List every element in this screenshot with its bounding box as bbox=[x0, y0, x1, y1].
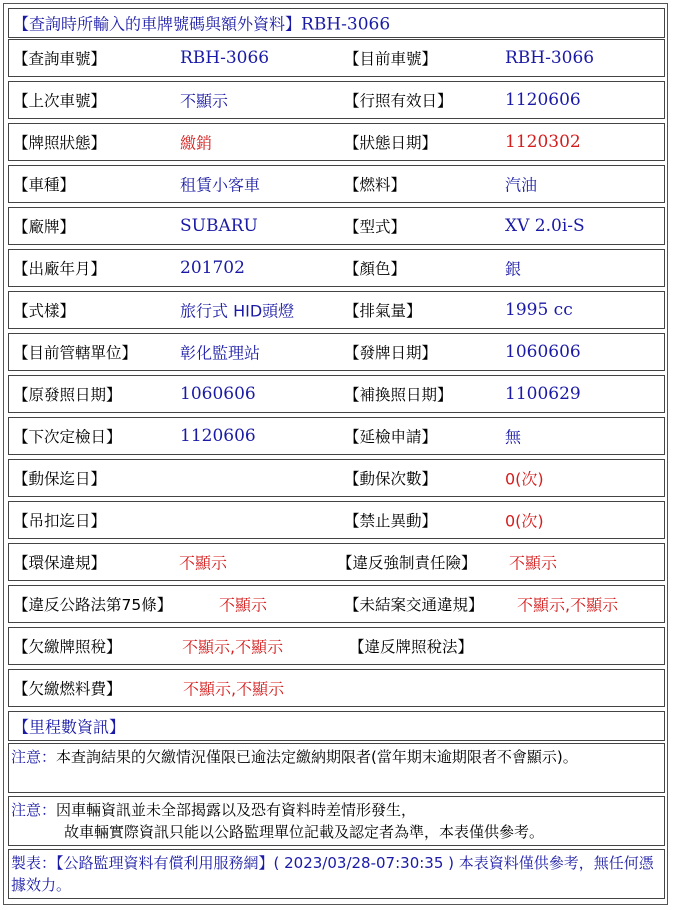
note-producer bbox=[8, 849, 665, 899]
field-label: 【欠繳燃料費】 bbox=[13, 680, 122, 698]
query-header-title bbox=[13, 12, 390, 35]
info-row bbox=[8, 81, 665, 119]
info-row bbox=[8, 333, 665, 371]
field-label: 【顏色】 bbox=[344, 260, 407, 278]
header-title-text: 【查詢時所輸入的車牌號碼與額外資料】 bbox=[13, 14, 302, 34]
info-row bbox=[8, 249, 665, 287]
note2-line2: 故車輛實際資訊只能以公路監理單位記載及認定者為準，本表僅供參考。 bbox=[64, 823, 545, 841]
field-label: 【動保次數】 bbox=[344, 470, 438, 488]
field-label: 【出廠年月】 bbox=[13, 260, 107, 278]
field-label: 【原發照日期】 bbox=[13, 386, 122, 404]
field-label: 【型式】 bbox=[344, 218, 407, 236]
field-value: 1060606 bbox=[505, 342, 581, 362]
field-value: 201702 bbox=[180, 258, 245, 278]
field-label: 【未結案交通違規】 bbox=[344, 596, 484, 614]
field-label: 【目前車號】 bbox=[344, 50, 438, 68]
field-value: 不顯示 bbox=[179, 553, 228, 573]
field-value: 1120606 bbox=[505, 90, 581, 110]
info-row bbox=[8, 375, 665, 413]
field-label: 【目前管轄單位】 bbox=[13, 344, 138, 362]
field-label: 【行照有效日】 bbox=[344, 92, 453, 110]
info-row bbox=[8, 543, 665, 581]
info-row bbox=[8, 39, 665, 77]
field-label: 【欠繳牌照稅】 bbox=[13, 638, 122, 656]
field-value: RBH-3066 bbox=[180, 48, 270, 68]
info-row bbox=[8, 165, 665, 203]
info-row bbox=[8, 627, 665, 665]
field-value: 1100629 bbox=[505, 384, 581, 404]
note1-label: 注意： bbox=[11, 748, 57, 766]
info-row bbox=[8, 291, 665, 329]
field-label: 【式樣】 bbox=[13, 302, 76, 320]
mileage-header bbox=[8, 711, 665, 741]
field-value: XV 2.0i-S bbox=[505, 216, 585, 236]
field-label: 【查詢車號】 bbox=[13, 50, 107, 68]
field-value: 不顯示 bbox=[509, 553, 558, 573]
note3-label: 製表： bbox=[11, 854, 57, 872]
field-label: 【車種】 bbox=[13, 176, 76, 194]
field-label: 【狀態日期】 bbox=[344, 134, 438, 152]
field-label: 【上次車號】 bbox=[13, 92, 107, 110]
field-value: 彰化監理站 bbox=[180, 343, 261, 363]
field-value: 不顯示 bbox=[180, 91, 229, 111]
field-label: 【發牌日期】 bbox=[344, 344, 438, 362]
note-overdue bbox=[8, 743, 665, 793]
info-row bbox=[8, 501, 665, 539]
field-label: 【廠牌】 bbox=[13, 218, 76, 236]
field-label: 【違反強制責任險】 bbox=[337, 554, 477, 572]
info-row bbox=[8, 585, 665, 623]
field-value: 0(次) bbox=[505, 469, 544, 489]
field-label: 【牌照狀態】 bbox=[13, 134, 107, 152]
info-row bbox=[8, 459, 665, 497]
field-value: SUBARU bbox=[180, 216, 258, 236]
note2-line1: 因車輛資訊並未全部揭露以及恐有資料時差情形發生， bbox=[56, 801, 417, 819]
field-value: 不顯示,不顯示 bbox=[183, 679, 285, 699]
field-label: 【燃料】 bbox=[344, 176, 407, 194]
field-value: 0(次) bbox=[505, 511, 544, 531]
note1-text: 本查詢結果的欠繳情況僅限已逾法定繳納期限者(當年期末逾期限者不會顯示)。 bbox=[56, 748, 578, 766]
field-value: 旅行式 HID頭燈 bbox=[180, 301, 295, 321]
field-value: RBH-3066 bbox=[505, 48, 595, 68]
field-value: 租賃小客車 bbox=[180, 175, 261, 195]
header-plate: RBH-3066 bbox=[301, 14, 391, 35]
field-value: 不顯示,不顯示 bbox=[182, 637, 284, 657]
field-label: 【禁止異動】 bbox=[344, 512, 438, 530]
note3-text: 【公路監理資料有償利用服務網】( 2023/03/28-07:30:35 ) 本表資料僅供參考，無任何憑據效力。 bbox=[11, 854, 654, 894]
field-value: 汽油 bbox=[505, 175, 538, 195]
field-label: 【補換照日期】 bbox=[344, 386, 453, 404]
field-value: 不顯示 bbox=[219, 595, 268, 615]
note-disclaimer bbox=[8, 796, 665, 846]
mileage-title: 【里程數資訊】 bbox=[13, 717, 126, 737]
field-value: 1060606 bbox=[180, 384, 256, 404]
field-label: 【環保違規】 bbox=[13, 554, 107, 572]
field-label: 【排氣量】 bbox=[344, 302, 422, 320]
note2-label: 注意： bbox=[11, 801, 57, 819]
field-value: 銀 bbox=[505, 259, 522, 279]
field-value: 1120606 bbox=[180, 426, 256, 446]
info-row bbox=[8, 123, 665, 161]
field-label: 【動保迄日】 bbox=[13, 470, 107, 488]
field-label: 【違反牌照稅法】 bbox=[349, 638, 474, 656]
info-row bbox=[8, 417, 665, 455]
field-label: 【吊扣迄日】 bbox=[13, 512, 107, 530]
field-value: 無 bbox=[505, 427, 522, 447]
field-value: 不顯示,不顯示 bbox=[517, 595, 619, 615]
query-header bbox=[8, 8, 665, 38]
info-row bbox=[8, 669, 665, 707]
field-value: 繳銷 bbox=[180, 133, 213, 153]
field-label: 【下次定檢日】 bbox=[13, 428, 122, 446]
field-label: 【違反公路法第75條】 bbox=[13, 596, 173, 614]
field-value: 1995 cc bbox=[505, 300, 573, 320]
info-row bbox=[8, 207, 665, 245]
field-label: 【延檢申請】 bbox=[344, 428, 438, 446]
field-value: 1120302 bbox=[505, 132, 581, 152]
